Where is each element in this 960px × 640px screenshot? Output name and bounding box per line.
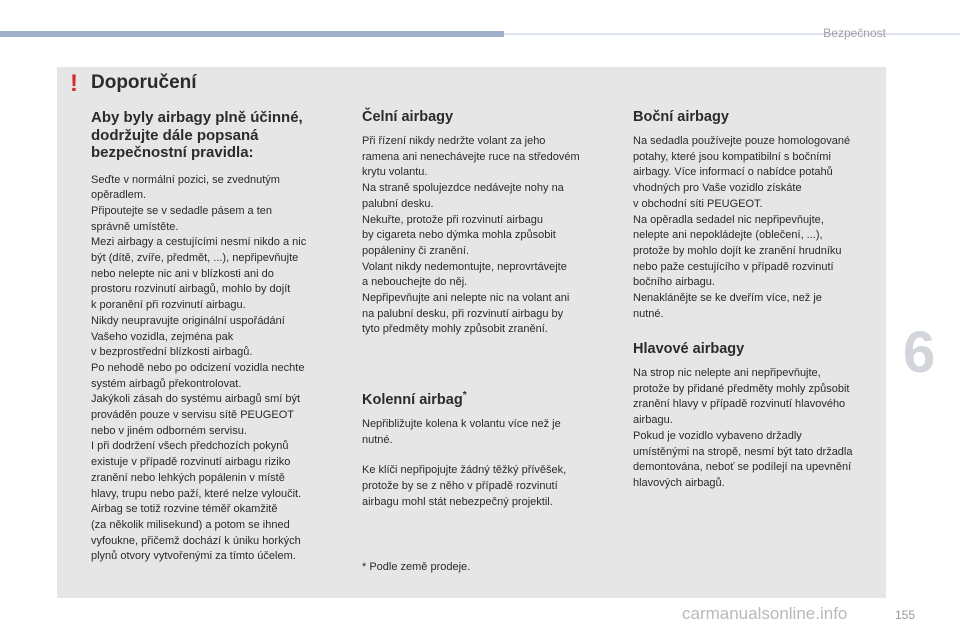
knee-airbag-block — [362, 387, 612, 510]
head-airbags-text: Na strop nic nelepte ani nepřipevňujte, protože by přidané předměty mohly způsobit zranění hlavy v případě rozvinutí hlavového airbagu. Pokud je vozidlo vybaveno držadly umístěnými na stropě, nesmí být tato držadla demontována, neboť se podílejí na upevnění hlavových airbagů. — [633, 367, 853, 489]
chapter-number: 6 — [903, 320, 936, 385]
head-airbags-heading: Hlavové airbagy — [633, 341, 745, 357]
knee-airbag-text-2: Ke klíči nepřipojujte žádný těžký přívěšek, protože by se z něho v případě rozvinutí airbagu mohl stát nebezpečný projektil. — [362, 464, 567, 508]
column-general-rules — [91, 109, 341, 565]
knee-airbag-text-1: Nepřibližujte kolena k volantu více než je nutné. — [362, 417, 561, 446]
footnote: * Podle země prodeje. — [362, 561, 471, 573]
front-airbags-text: Při řízení nikdy nedržte volant za jeho ramena ani nenechávejte ruce na středovém krytu volantu. Na straně spolujezdce nedávejte nohy na palubní desku. Nekuřte, protože při rozvinutí airbagu by cigareta nebo dýmka mohla způsobit popáleniny či zranění. Volant nikdy nedemontujte, neprovrtávejte a nebouchejte do něj. Nepřipevňujte ani nelepte nic na volant ani na palubní desku, při rozvinutí airbagu by tyto předměty mohly způsobit zranění. — [362, 135, 580, 336]
exclamation-icon: ! — [70, 70, 78, 97]
page-number: 155 — [894, 608, 915, 622]
column-side-head — [633, 109, 883, 322]
section-title: Bezpečnost — [823, 26, 886, 40]
general-rules-heading: Aby byly airbagy plně účinné, dodržujte dále popsaná bezpečnostní pravidla: — [91, 109, 303, 161]
knee-airbag-heading — [362, 387, 612, 409]
header-rule — [504, 33, 960, 35]
panel-title: Doporučení — [91, 72, 197, 93]
side-airbags-heading: Boční airbagy — [633, 109, 729, 125]
front-airbags-heading: Čelní airbagy — [362, 109, 454, 125]
watermark: carmanualsonline.info — [682, 604, 848, 623]
side-airbags-text: Na sedadla používejte pouze homologované potahy, které jsou kompatibilní s bočními airbagy. Více informací o nabídce potahů vhodných pro Vaše vozidlo získáte v obchodní síti PEUGEOT. Na opěradla sedadel nic nepřipevňujte, nelepte ani nepokládejte (oblečení, ...), protože by mohlo dojít ke zranění hrudníku nebo paže cestujícího v případě rozvinutí bočního airbagu. Nenaklánějte se ke dveřím více, než je nutné. — [633, 135, 851, 320]
footnote-block — [362, 560, 612, 576]
column-front-knee — [362, 109, 612, 338]
general-rules-text: Seďte v normální pozici, se zvednutým opěradlem. Připoutejte se v sedadle pásem a ten správně umístěte. Mezi airbagy a cestujícími nesmí nikdo a nic být (dítě, zvíře, předmět, ...), nepřipevňujte nebo nelepte nic ani v blízkosti ani do prostoru rozvinutí airbagů, mohlo by dojít k poranění při rozvinutí airbagu. Nikdy neupravujte originální uspořádání Vašeho vozidla, zejména pak v bezprostřední blízkosti airbagů. Po nehodě nebo po odcizení vozidla nechte systém airbagů překontrolovat. Jakýkoli zásah do systému airbagů smí být prováděn pouze v servisu sítě PEUGEOT nebo v jiném odborném servisu. I při dodržení všech předchozích pokynů existuje v případě rozvinutí airbagu riziko zranění nebo lehkých popálenin v místě hlavy, trupu nebo paží, které nelze vyloučit. Airbag se totiž rozvine téměř okamžitě (za několik milisekund) a potom se ihned vyfoukne, přičemž dochází k úniku horkých plynů otvory vytvořenými za tímto účelem. — [91, 173, 307, 563]
head-airbags-block — [633, 341, 883, 492]
header-accent-bar — [0, 31, 504, 37]
knee-airbag-asterisk: * — [462, 390, 467, 401]
knee-airbag-title: Kolenní airbag — [362, 391, 463, 408]
